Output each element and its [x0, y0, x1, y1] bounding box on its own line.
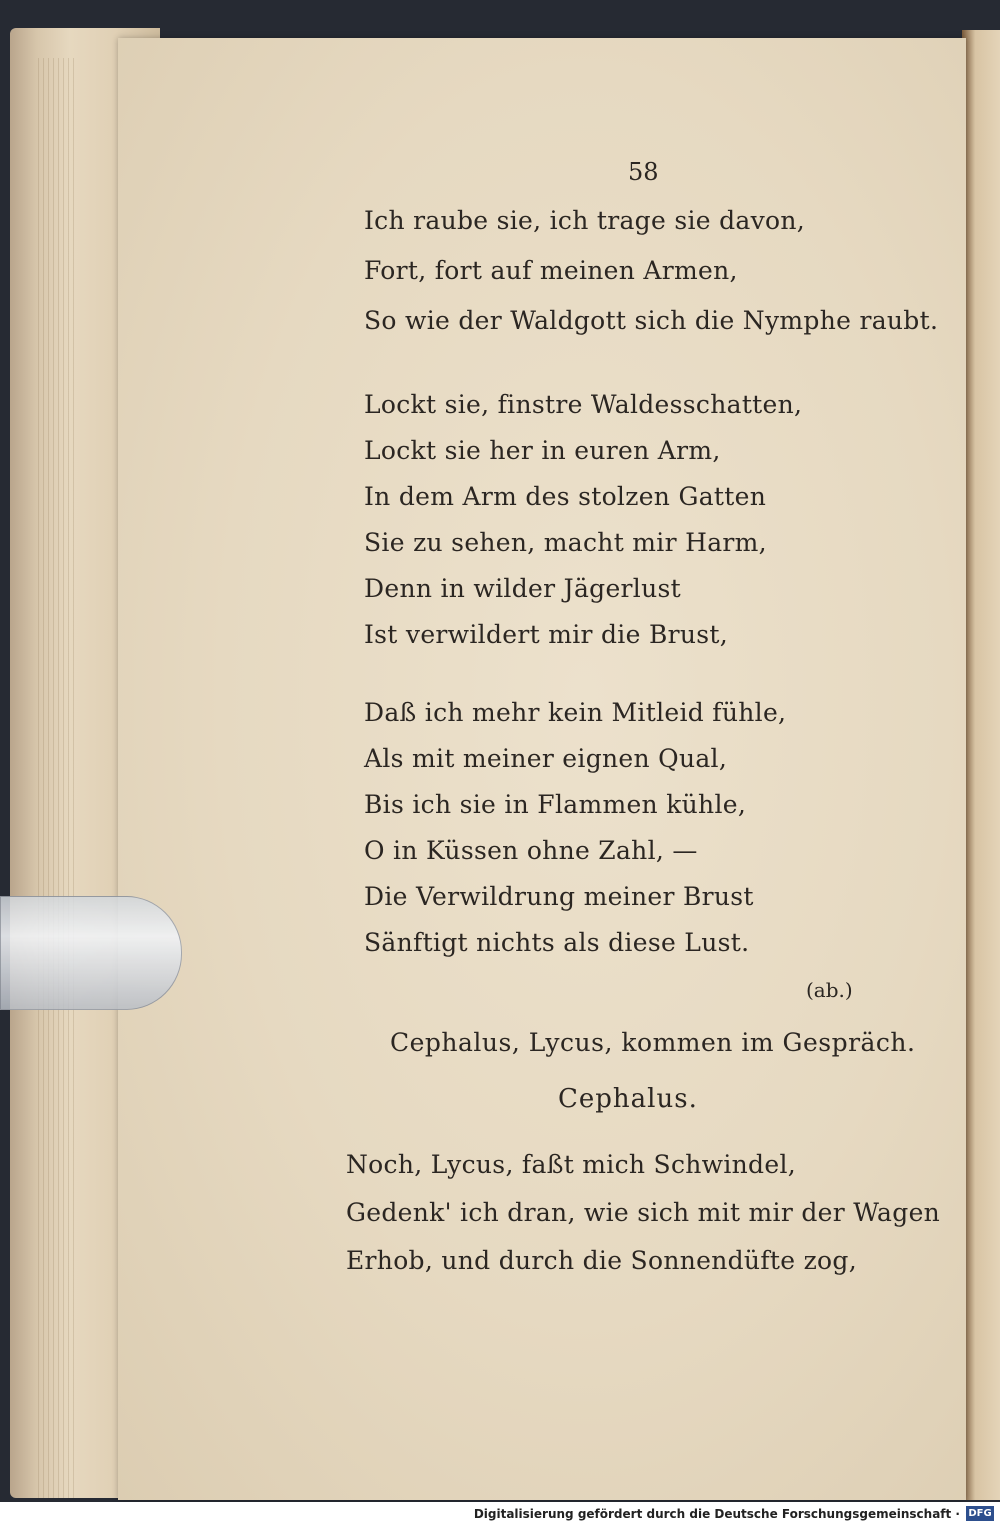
page-edges	[38, 58, 78, 1498]
digitization-footer	[0, 1502, 1000, 1524]
verse-line: So wie der Waldgott sich die Nymphe raubt.	[364, 306, 939, 335]
verse-line: Lockt sie, finstre Waldesschatten,	[364, 390, 803, 419]
speech-line: Noch, Lycus, faßt mich Schwindel,	[346, 1150, 796, 1179]
plastic-page-clip	[0, 896, 182, 1010]
scene-heading: Cephalus, Lycus, kommen im Gespräch.	[390, 1028, 916, 1057]
verse-line: Bis ich sie in Flammen kühle,	[364, 790, 747, 819]
verse-line: In dem Arm des stolzen Gatten	[364, 482, 767, 511]
verse-line: Fort, fort auf meinen Armen,	[364, 256, 738, 285]
verse-line: Denn in wilder Jägerlust	[364, 574, 681, 603]
funding-credit: Digitalisierung gefördert durch die Deutsche Forschungsgemeinschaft ·	[473, 1507, 960, 1521]
verse-line: Daß ich mehr kein Mitleid fühle,	[364, 698, 787, 727]
book-page	[118, 38, 966, 1500]
verse-line: Als mit meiner eignen Qual,	[364, 744, 728, 773]
verse-line: O in Küssen ohne Zahl, —	[364, 836, 698, 865]
verse-line: Sie zu sehen, macht mir Harm,	[364, 528, 767, 557]
speaker-name: Cephalus.	[558, 1084, 698, 1114]
speech-line: Erhob, und durch die Sonnendüfte zog,	[346, 1246, 857, 1275]
speech-line: Gedenk' ich dran, wie sich mit mir der Wagen	[346, 1198, 941, 1227]
stage-direction-exit: (ab.)	[806, 978, 853, 1002]
verse-line: Die Verwildrung meiner Brust	[364, 882, 754, 911]
verse-line: Sänftigt nichts als diese Lust.	[364, 928, 750, 957]
next-page-edge	[962, 30, 1000, 1500]
dfg-logo: DFG	[966, 1506, 994, 1521]
verse-line: Ich raube sie, ich trage sie davon,	[364, 206, 806, 235]
verse-line: Lockt sie her in euren Arm,	[364, 436, 721, 465]
verse-line: Ist verwildert mir die Brust,	[364, 620, 728, 649]
page-number: 58	[628, 158, 659, 186]
